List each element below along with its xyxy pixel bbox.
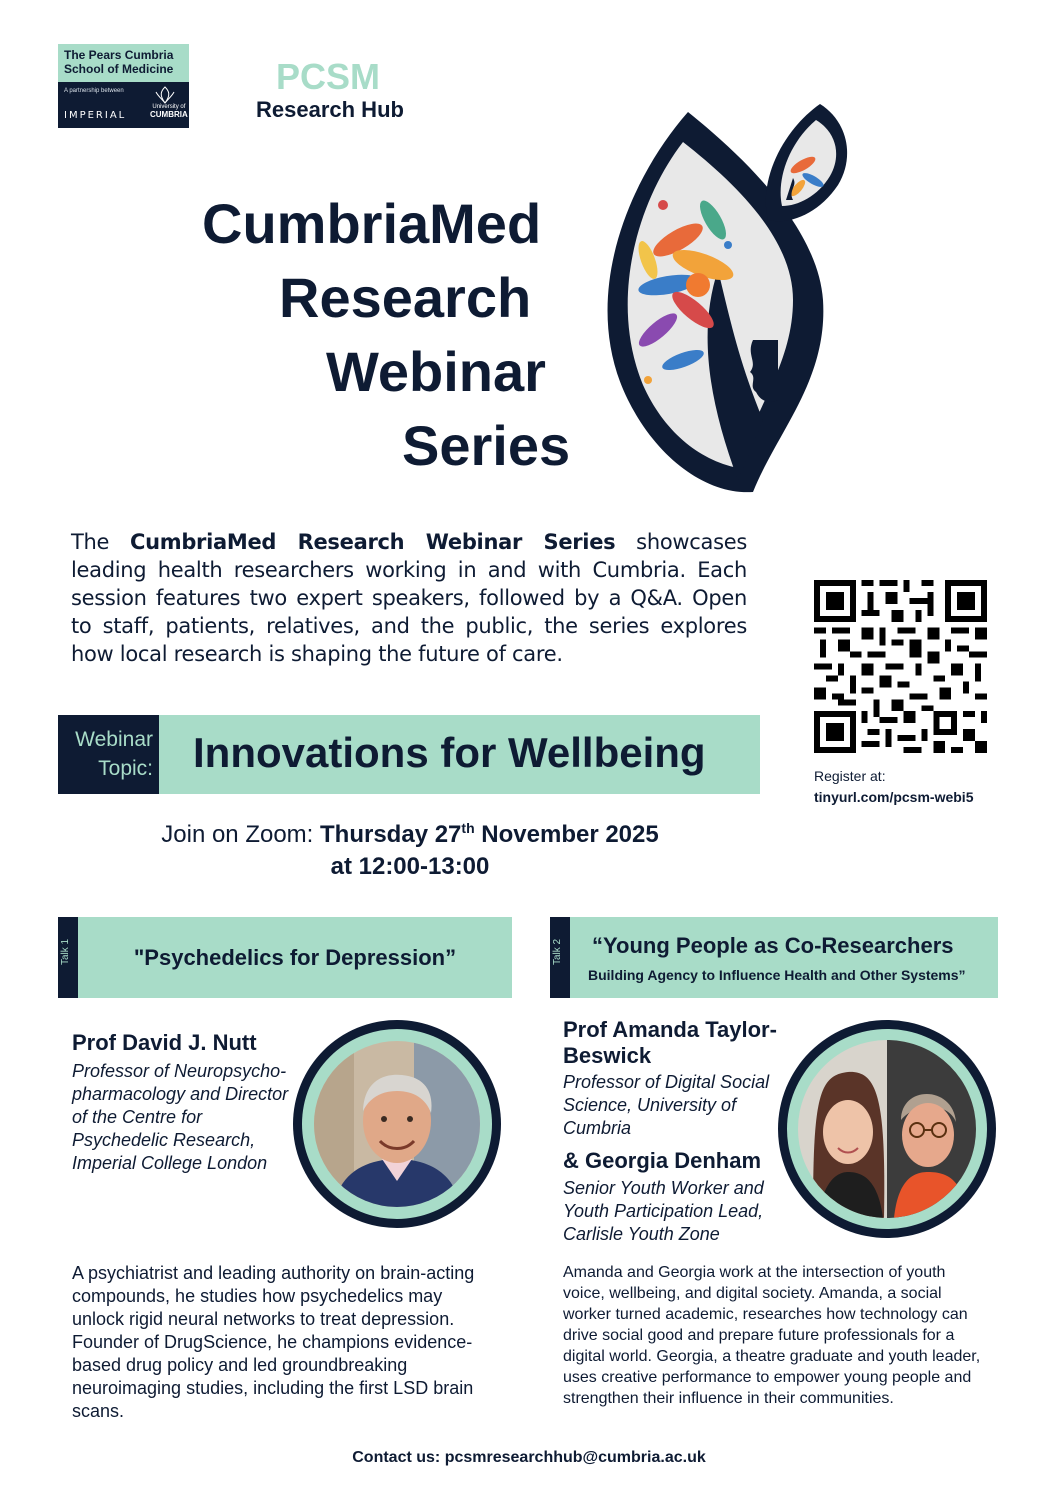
speaker-2-role: Professor of Digital Social Science, University of Cumbria (563, 1072, 770, 1138)
qr-code-icon[interactable] (814, 580, 987, 753)
series-title-line-4: Series (402, 414, 571, 477)
speaker-3-name: & Georgia Denham (563, 1148, 762, 1173)
topic-label-line-1: Webinar (75, 728, 153, 751)
intro-prefix: The (71, 530, 130, 554)
talk-1-tab-label: Talk 1 (60, 938, 71, 965)
topic-label (75, 725, 153, 783)
speaker-1-name: Prof David J. Nutt (72, 1030, 257, 1055)
zoom-prefix: Join on Zoom: (161, 821, 321, 848)
speakers-2-3-bio: Amanda and Georgia work at the intersection of youth voice, wellbeing, and digital society. Amanda, a social worker turned academic, researches how technology can drive social good and prepare future professionals for a digital world. Georgia, a theatre graduate and youth leader, uses creative performance to empower young people and strengthen their influence in their communities. (563, 1264, 981, 1407)
hub-subtitle: Research Hub (256, 97, 404, 122)
series-title-line-1: CumbriaMed (202, 192, 542, 255)
cumbria-wordmark (150, 104, 188, 120)
talk-2-subtitle: Building Agency to Influence Health and Other Systems” (588, 967, 966, 983)
talk-2-title: “Young People as Co-Researchers (592, 933, 954, 958)
cumbria-small-text: University of (152, 104, 186, 110)
logo-line-2: School of Medicine (64, 62, 174, 76)
speakers-2-3-photo (778, 1020, 996, 1238)
logo-partnership-text: A partnership between (64, 88, 124, 94)
logo-line-1: The Pears Cumbria (64, 48, 174, 62)
topic-banner (159, 715, 760, 794)
logo-partners-block (58, 82, 189, 128)
speaker-1-bio: A psychiatrist and leading authority on brain-acting compounds, he studies how psychedelics may unlock rigid neural networks to treat depression. Founder of DrugScience, he champions evidence-based drug policy and led groundbreaking neuroimaging studies, including the first LSD brain scans. (72, 1263, 475, 1421)
talk-2-header (570, 917, 998, 998)
contact-line[interactable]: Contact us: pcsmresearchhub@cumbria.ac.uk (352, 1449, 706, 1466)
talk-2-tab-label: Talk 2 (552, 938, 563, 965)
intro-bold: CumbriaMed Research Webinar Series (129, 530, 616, 554)
speakers-2-3-portrait-icon (798, 1040, 976, 1218)
pcsm-logo (58, 44, 189, 128)
intro-paragraph (71, 528, 747, 668)
register-link[interactable]: tinyurl.com/pcsm-webi5 (814, 789, 974, 805)
talk-2-tab (550, 917, 570, 998)
zoom-month: November 2025 (474, 821, 659, 848)
zoom-day: Thursday 27 (320, 821, 462, 848)
series-title-line-2: Research (279, 266, 532, 329)
logo-title-block (58, 44, 189, 82)
talk-1-header (78, 917, 512, 998)
university-crest-icon (152, 86, 178, 104)
topic-title: Innovations for Wellbeing (193, 729, 706, 776)
zoom-time: at 12:00-13:00 (330, 853, 490, 880)
speaker-1-role: Professor of Neuropsycho-pharmacology and Director of the Centre for Psychedelic Research, Imperial College London (72, 1061, 289, 1173)
zoom-date-line (0, 820, 820, 849)
topic-label-line-2: Topic: (98, 757, 153, 780)
speaker-3-role: Senior Youth Worker and Youth Participation Lead, Carlisle Youth Zone (563, 1178, 764, 1244)
leaf-artwork-icon (588, 100, 868, 500)
topic-label-box (58, 715, 159, 794)
speaker-2-name: Prof Amanda Taylor-Beswick (563, 1017, 777, 1068)
speaker-1-photo (293, 1020, 501, 1228)
imperial-wordmark: IMPERIAL (64, 110, 127, 121)
speaker-1-portrait-icon (314, 1041, 480, 1207)
talk-1-title: "Psychedelics for Depression” (133, 945, 457, 970)
intro-rest: showcases leading health researchers working in and with Cumbria. Each session features two expert speakers, followed by a Q&A. Open to staff, patients, relatives, and the public, the series explores how local research is shaping the future of care. (71, 530, 747, 666)
register-label: Register at: (814, 768, 886, 784)
cumbria-name: CUMBRIA (150, 110, 188, 119)
zoom-day-suffix: th (461, 820, 475, 836)
series-title-line-3: Webinar (326, 340, 546, 403)
talk-1-tab (58, 917, 78, 998)
hub-title: PCSM (276, 56, 381, 97)
